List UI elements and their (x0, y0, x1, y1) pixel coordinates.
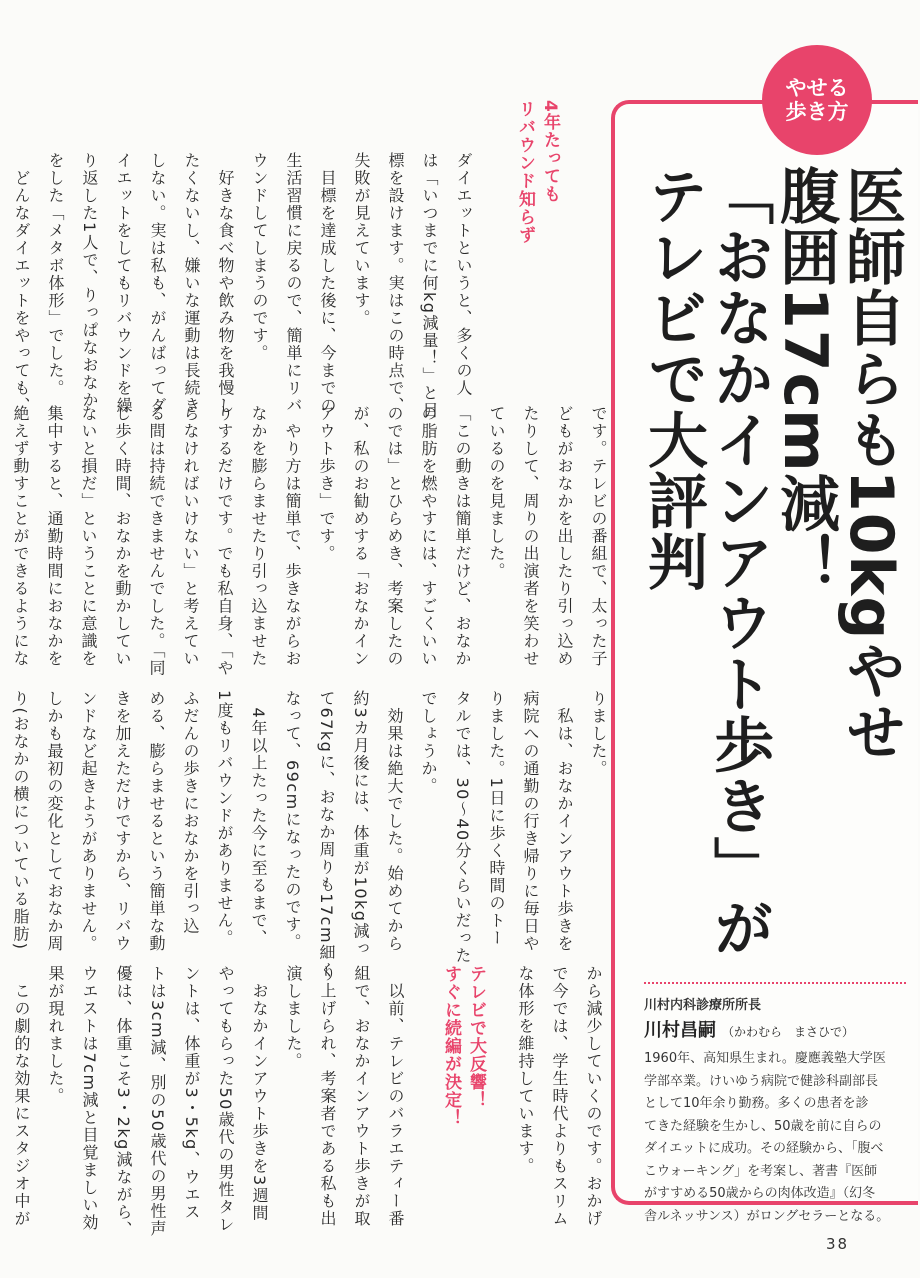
body-column-mid-2: りました。 私は、おなかインアウト歩きを 病院への通勤の行き帰りに毎日や りました。1日に歩く時間のトー タルでは、30～40分くらいだった でしょうか。 効果は絶大でした。始めてから 約3カ月後には、体重が10kg減っ て67kgに、おなか周りも17cm細く なって、69cmになったのです。 4年以上たった今に至るまで、 1度もリバウンドがありません。 ふだんの歩きにおなかを引っ込 める、膨らませるという簡単な動 きを加えただけですから、リバウ ンドなど起きようがありません。 しかも最初の変化としておなか周 り(おなかの横についている脂肪) (11, 690, 608, 980)
author-bio: 1960年、高知県生まれ。慶應義塾大学医 学部卒業。けいゆう病院で健診科副部長 として10年余り勤務。多くの患者を診 てきた経験を生かし、50歳を前に自らの ダイエットに成功。その経験から、「腹べ こウォーキング」を考案し、著書『医師 がすすめる50歳からの肉体改造』（幻冬 舎ルネッサンス）がロングセラーとなる。 (644, 1051, 890, 1224)
headline: 医師自らも10kgやせ 腹囲17cm減！ 「おなかインアウト歩き」が テレビで大評判 (638, 165, 906, 958)
subhead-tv: テレビで大反響！ すぐに続編が決定！ (441, 965, 486, 1127)
author-name (644, 1016, 854, 1042)
body-column-bottom-2: 以前、テレビのバラエティー番 組で、おなかインアウト歩きが取 り上げられ、考案者である私も出 演しました。 おなかインアウト歩きを3週間 やってもらった50歳代の男性タレ ントは、体重が3・5kg、ウエス トは3cm減、別の50歳代の男性声 優は、体重こそ3・2kg減ながら、 ウエストは7cm減と目覚ましい効 果が現れました。 この劇的な効果にスタジオ中が (12, 965, 405, 1239)
page-number: 38 (826, 1235, 850, 1253)
badge-line-2: 歩き方 (785, 100, 849, 124)
body-column-bottom-1: から減少していくのです。おかげ で今では、学生時代よりもスリム な体形を維持しています。 (516, 965, 603, 1228)
body-column-top: ダイエットというと、多くの人 は「いつまでに何kg減量！」と目 標を設けます。実はこの時点で、 失敗が見えています。 目標を達成した後に、今までの 生活習慣に戻るので、簡単にリバ ウンドしてしまうのです。 好きな食べ物や飲み物を我慢し たくないし、嫌いな運動は長続き しない。実は私も、がんばってダ イエットをしてもリバウンドを繰 り返した1人で、りっぱなおなか をした「メタボ体形」でした。 どんなダイエットをやっても、 (12, 152, 473, 420)
badge-line-1: やせる (785, 76, 849, 100)
author-title: 川村内科診療所所長 (644, 998, 762, 1013)
body-column-mid-1: です。テレビの番組で、太った子 どもがおなかを出したり引っ込め たりして、周りの出演者を笑わせ ているのを見ました。 「この動きは簡単だけど、おなか の脂肪を燃やすには、すごくいい のでは」とひらめき、考案したの が、私のお勧めする「おなかイン アウト歩き」です。 やり方は簡単で、歩きながらお なかを膨らませたり引っ込ませた りするだけです。でも私自身、「や らなければいけない」と考えてい る間は持続できませんでした。「同 じ歩く時間、おなかを動かしてい ないと損だ」ということに意識を 集中すると、通勤時間におなかを 絶えず動すことができるようにな (11, 405, 608, 677)
author-name-text: 川村昌嗣 (644, 1020, 716, 1041)
category-badge (762, 45, 872, 155)
author-reading: （かわむら まさひで） (722, 1025, 855, 1039)
subhead-rebound: 4年たっても リバウンド知らず (515, 100, 560, 244)
author-divider (644, 982, 906, 984)
